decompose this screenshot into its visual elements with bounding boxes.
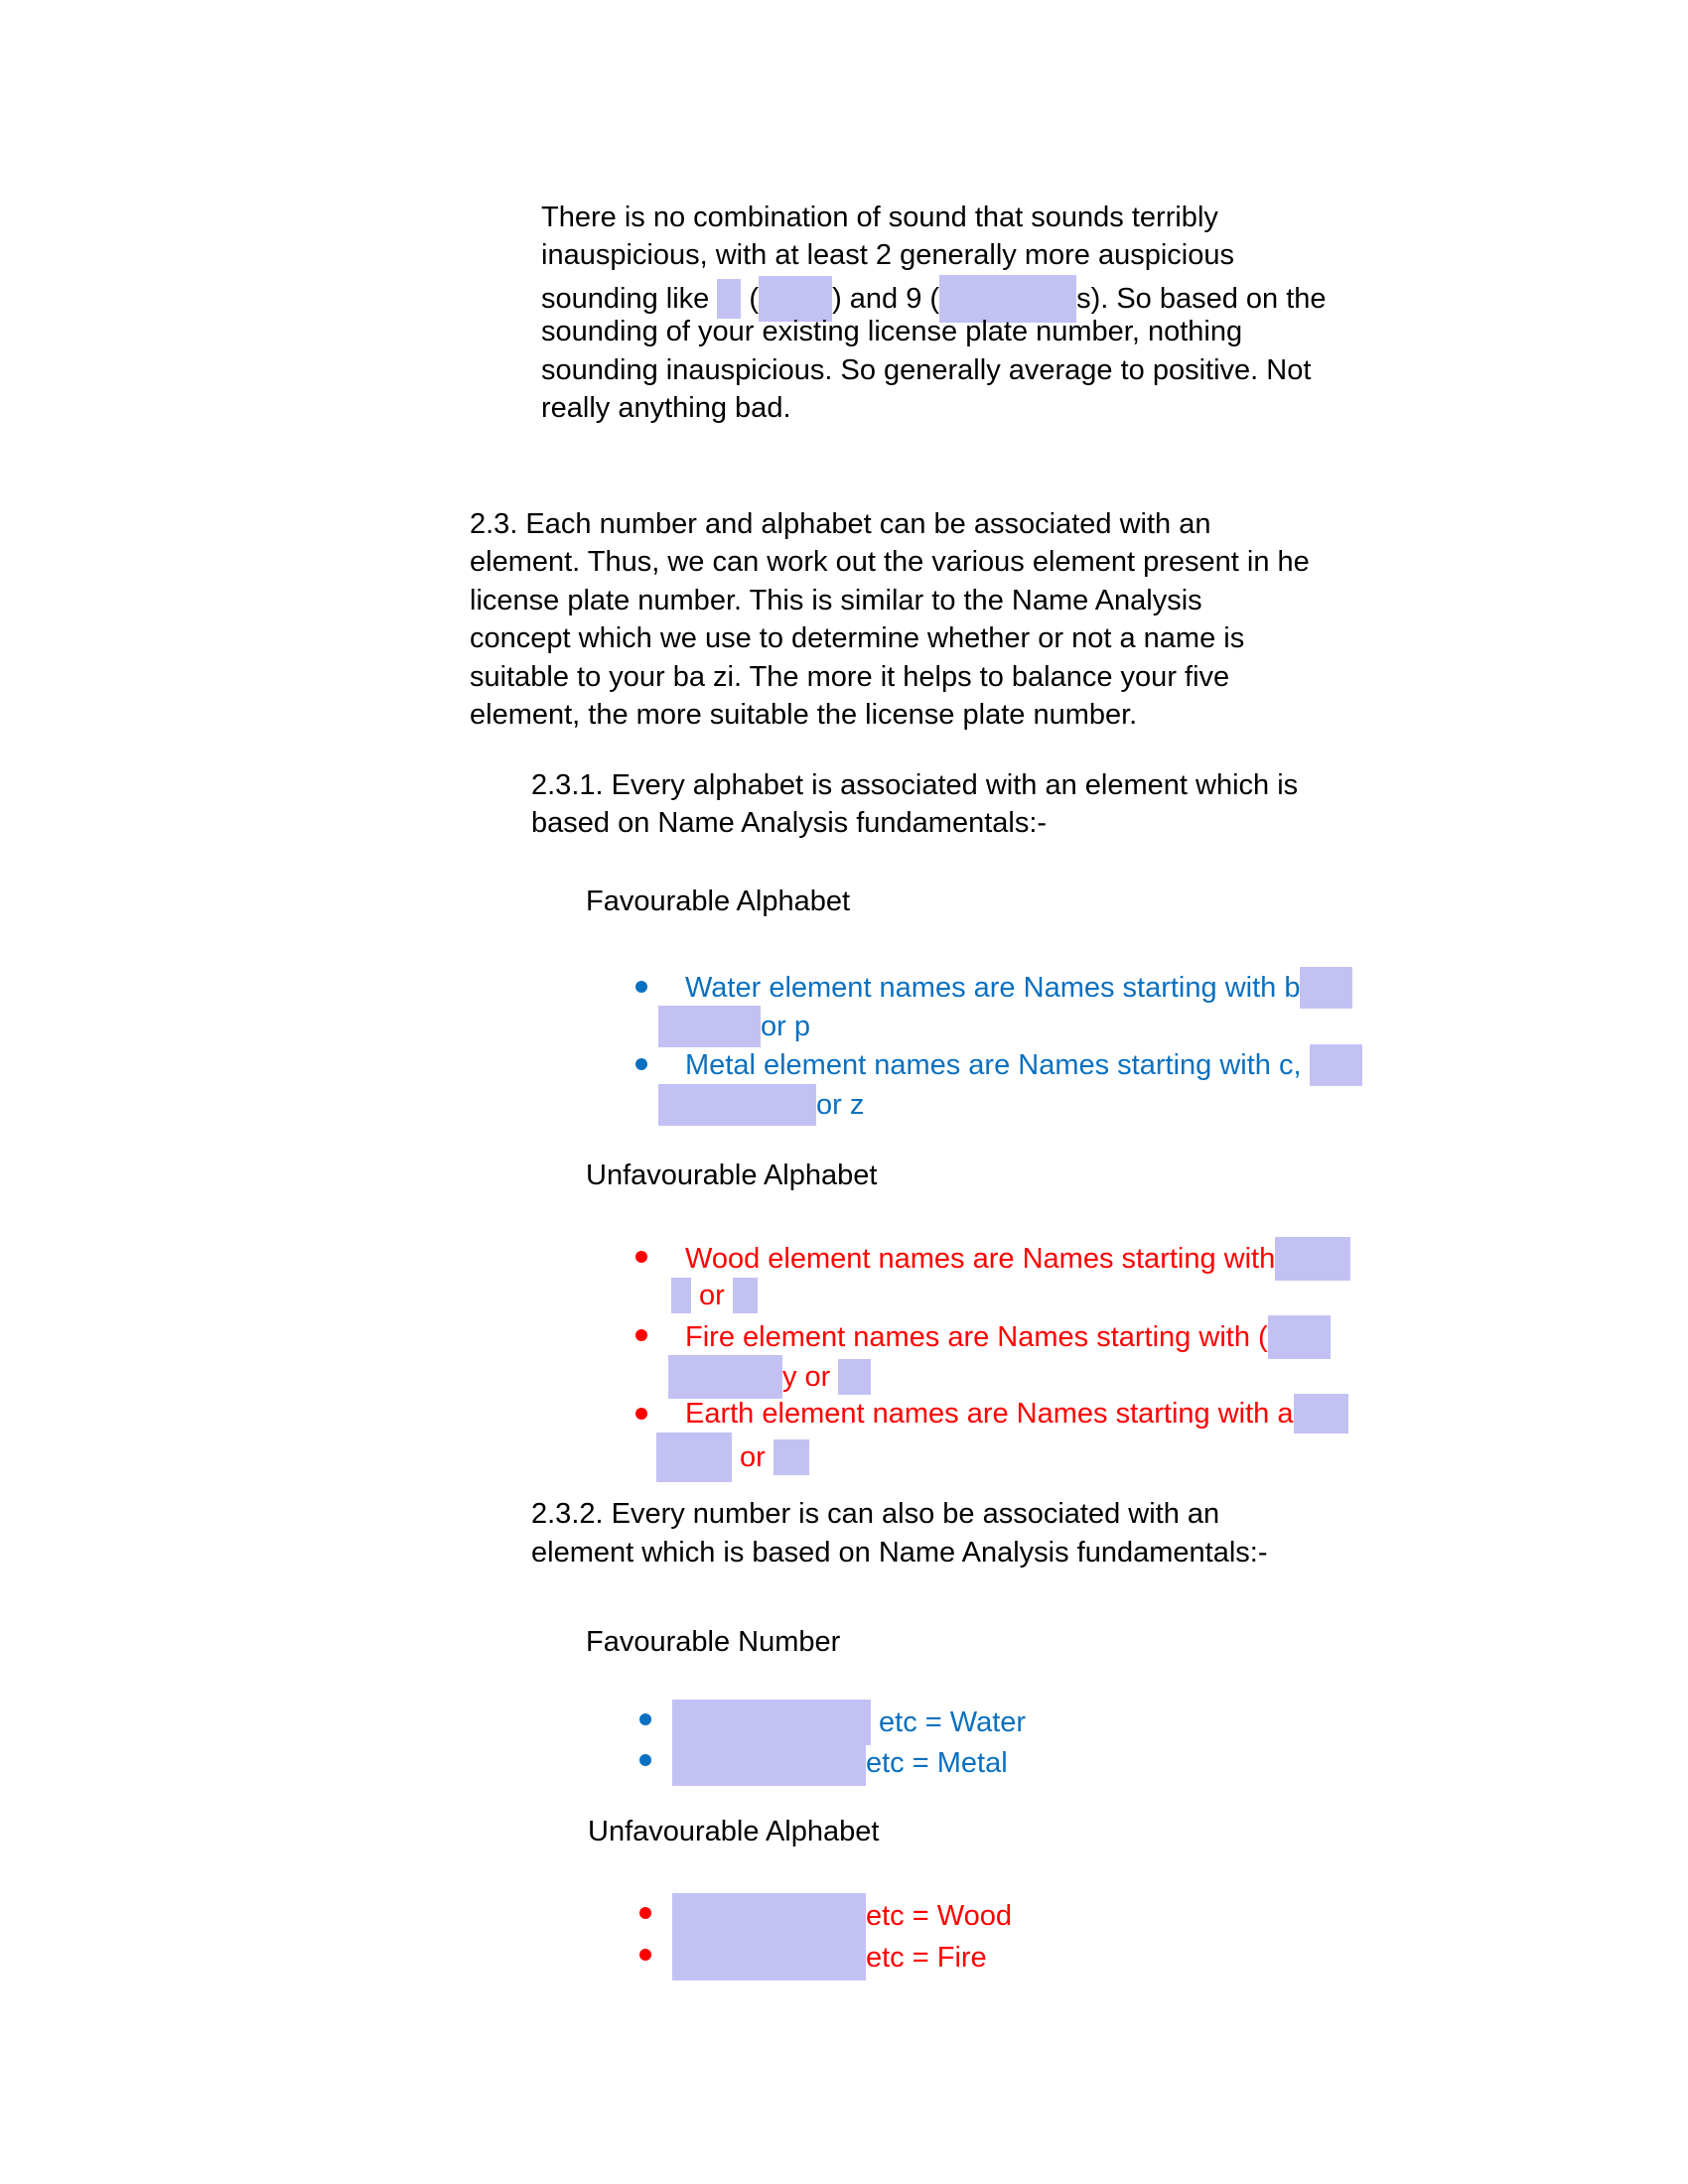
text-run: Favourable Alphabet [586, 886, 851, 917]
bullet-dot [639, 1949, 651, 1961]
text-run: or z [816, 1089, 865, 1122]
section-2-3-1-paragraph-line [531, 804, 1047, 843]
intro-paragraph-line [541, 313, 1242, 351]
fire-alphabet-bullet-line [685, 1315, 1331, 1354]
redaction-box [1275, 1237, 1350, 1281]
bullet-dot [639, 1713, 651, 1725]
redaction-box [672, 1740, 866, 1786]
text-run: ) and 9 ( [832, 283, 940, 316]
text-run: etc = Fire [866, 1942, 987, 1975]
bullet-dot [635, 981, 647, 993]
text-run: based on Name Analysis fundamentals:- [531, 807, 1048, 839]
text-run: element which is based on Name Analysis fundamentals:- [531, 1537, 1268, 1569]
redaction-box [656, 1433, 732, 1482]
text-run: or [691, 1280, 733, 1311]
earth-alphabet-bullet-line [656, 1433, 809, 1474]
text-run: etc = Wood [866, 1900, 1012, 1933]
bullet-dot [635, 1329, 647, 1341]
bullet-dot [635, 1058, 647, 1070]
water-alphabet-bullet-line [685, 967, 1352, 1006]
text-run: really anything bad. [541, 392, 791, 424]
text-run: concept which we use to determine whether or not a name is [470, 622, 1245, 654]
redaction-box [1310, 1044, 1362, 1086]
text-run: etc = Water [871, 1706, 1027, 1739]
redaction-box [672, 1893, 866, 1939]
metal-number-bullet-line [672, 1740, 1008, 1779]
text-run: sounding of your existing license plate number, nothing [541, 316, 1243, 347]
text-run: y or [782, 1361, 839, 1394]
text-run: Unfavourable Alphabet [586, 1160, 878, 1191]
text-run: sounding like [541, 283, 718, 316]
section-2-3-paragraph-line [470, 696, 1137, 735]
text-run: There is no combination of sound that sounds terribly [541, 202, 1218, 233]
redaction-box [1300, 967, 1352, 1009]
text-run: element. Thus, we can work out the various element present in he [470, 546, 1310, 578]
metal-alphabet-bullet-line [658, 1084, 864, 1123]
bullet-dot [635, 1408, 647, 1420]
section-2-3-paragraph-line [470, 505, 1210, 544]
redaction-box [774, 1439, 809, 1475]
section-2-3-2-paragraph-line [531, 1534, 1268, 1572]
redaction-box [671, 1278, 691, 1313]
redaction-box [1294, 1394, 1348, 1433]
redaction-box [658, 1084, 816, 1126]
section-2-3-paragraph-line [470, 658, 1229, 697]
wood-alphabet-bullet-line [671, 1277, 758, 1315]
intro-paragraph-line [541, 351, 1311, 390]
unfavourable-number-heading-line [588, 1813, 879, 1851]
water-alphabet-bullet-line [658, 1006, 810, 1044]
text-run: Water element names are Names starting with b [685, 972, 1301, 1005]
fire-number-bullet-line [672, 1935, 987, 1974]
text-run: etc = Metal [866, 1747, 1008, 1780]
section-2-3-2-paragraph-line [531, 1495, 1219, 1534]
redaction-box [668, 1355, 782, 1399]
redaction-box [1268, 1315, 1331, 1359]
section-2-3-paragraph-line [470, 619, 1244, 658]
section-2-3-1-paragraph-line [531, 766, 1298, 805]
bullet-dot [639, 1754, 651, 1766]
text-run: Metal element names are Names starting with c, [685, 1049, 1310, 1082]
intro-paragraph-line [541, 236, 1234, 275]
fire-alphabet-bullet-line [668, 1355, 871, 1394]
bullet-dot [635, 1251, 647, 1263]
text-run: ( [741, 283, 760, 316]
redaction-box [672, 1700, 871, 1745]
text-run: or [732, 1441, 774, 1474]
intro-paragraph-line [541, 389, 791, 428]
redaction-box [658, 1006, 761, 1047]
text-run: 2.3.2. Every number is can also be associated with an [531, 1498, 1220, 1530]
text-run: element, the more suitable the license plate number. [470, 699, 1138, 731]
intro-paragraph-line [541, 199, 1218, 237]
wood-alphabet-bullet-line [685, 1237, 1350, 1276]
unfavourable-alphabet-heading-line [586, 1157, 877, 1195]
redaction-box [733, 1278, 758, 1313]
metal-alphabet-bullet-line [685, 1044, 1362, 1083]
bullet-dot [639, 1907, 651, 1919]
text-run: license plate number. This is similar to the Name Analysis [470, 585, 1202, 616]
text-run: 2.3.1. Every alphabet is associated with an element which is [531, 769, 1299, 801]
wood-number-bullet-line [672, 1893, 1012, 1932]
text-run: 2.3. Each number and alphabet can be associated with an [470, 508, 1211, 540]
text-run: Wood element names are Names starting with [685, 1243, 1276, 1276]
text-run: Fire element names are Names starting with ( [685, 1321, 1268, 1354]
redaction-box [672, 1935, 866, 1980]
favourable-alphabet-heading-line [586, 883, 850, 921]
text-run: Earth element names are Names starting with a [685, 1398, 1294, 1431]
favourable-number-heading-line [586, 1623, 840, 1662]
text-run: or p [761, 1011, 810, 1043]
earth-alphabet-bullet-line [685, 1394, 1348, 1433]
text-run: sounding inauspicious. So generally average to positive. Not [541, 354, 1312, 386]
water-number-bullet-line [672, 1700, 1026, 1738]
section-2-3-paragraph-line [470, 543, 1310, 582]
text-run: inauspicious, with at least 2 generally more auspicious [541, 239, 1234, 271]
intro-paragraph-line [541, 275, 1327, 314]
text-run: s). So based on the [1076, 283, 1327, 316]
text-run: suitable to your ba zi. The more it helps to balance your five [470, 661, 1230, 693]
text-run: Favourable Number [586, 1626, 841, 1658]
text-run: Unfavourable Alphabet [588, 1816, 880, 1847]
section-2-3-paragraph-line [470, 582, 1202, 620]
redaction-box [838, 1359, 871, 1395]
